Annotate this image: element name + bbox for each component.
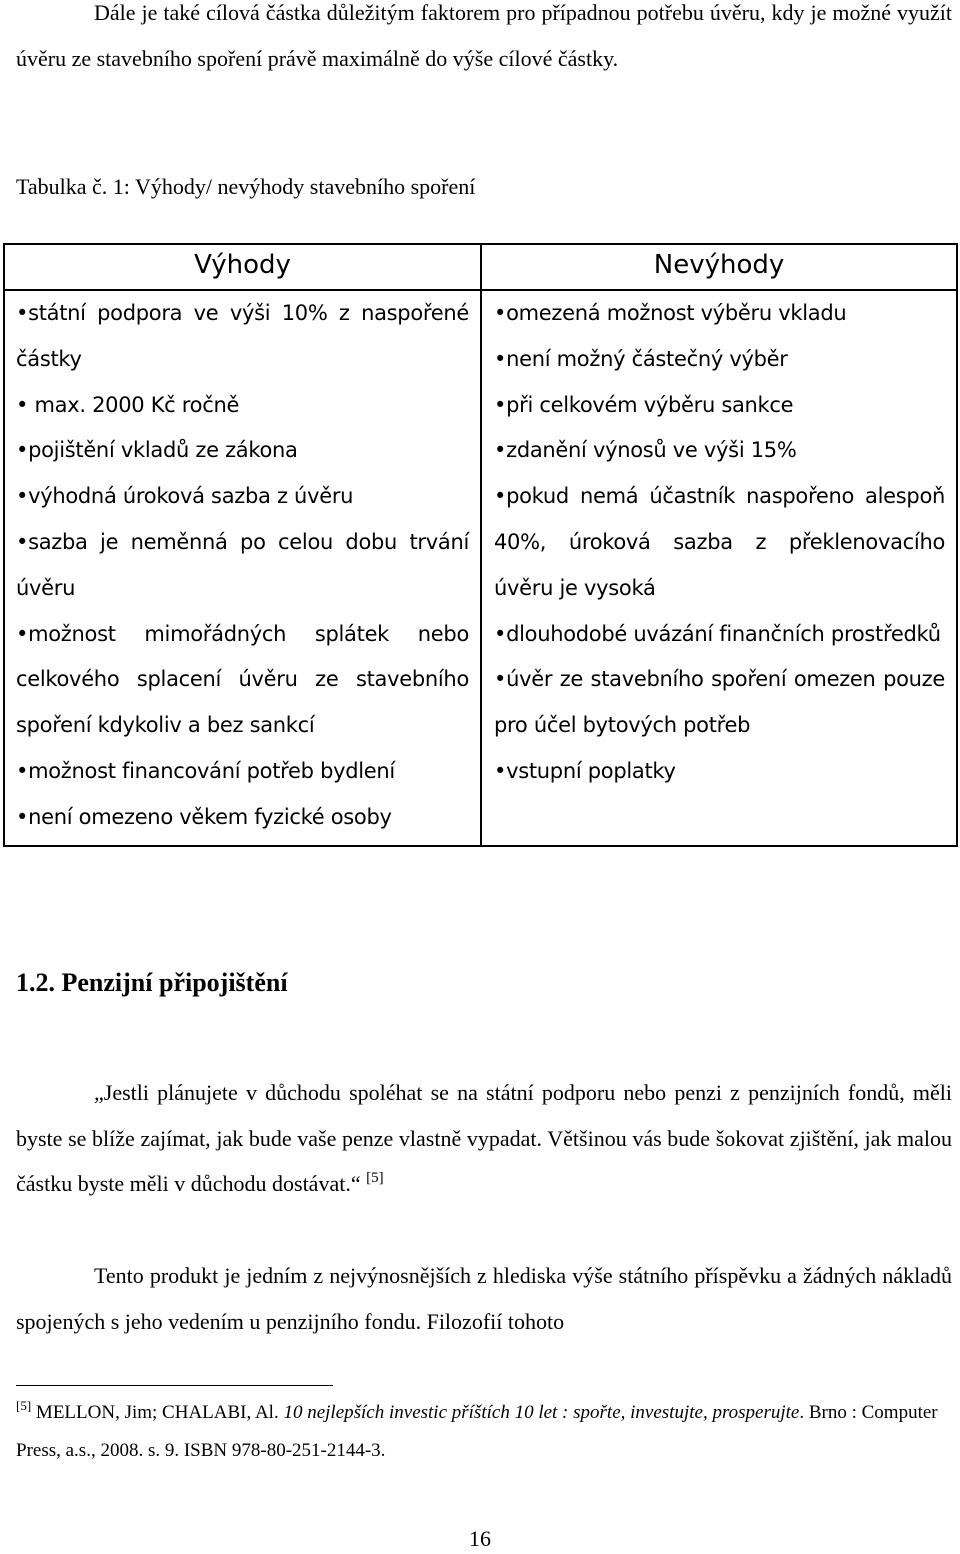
- footnote-authors: MELLON, Jim; CHALABI, Al.: [31, 1402, 284, 1423]
- paragraph-product: Tento produkt je jedním z nejvýnosnějších z hlediska výše státního příspěvku a žádných nákladů spojených s jeho vedením u penzijního fondu. Filozofií tohoto: [16, 1263, 952, 1334]
- disadvantage-item: •vstupní poplatky: [494, 758, 676, 783]
- disadvantage-item: •při celkovém výběru sankce: [494, 392, 794, 417]
- footnote-publisher: . Brno : Computer Press, a.s., 2008. s. 9. ISBN 978-80-251-2144-3.: [16, 1402, 938, 1461]
- advantage-item: •není omezeno věkem fyzické osoby: [16, 804, 392, 829]
- disadvantage-item: •dlouhodobé uvázání finančních prostředků: [494, 621, 941, 646]
- table-caption: Tabulka č. 1: Výhody/ nevýhody stavebního spoření: [16, 174, 476, 199]
- citation-ref: [5]: [366, 1170, 384, 1186]
- advantages-cell: [4, 290, 481, 846]
- quote-paragraph: [16, 1070, 952, 1207]
- disadvantage-item: •úvěr ze stavebního spoření omezen pouze pro účel bytových potřeb: [494, 667, 945, 738]
- table-header-row: [4, 244, 957, 290]
- paragraph-target-amount: Dále je také cílová částka důležitým faktorem pro případnou potřebu úvěru, kdy je možné využít úvěru ze stavebního spoření právě maximálně do výše cílové částky.: [16, 0, 952, 71]
- disadvantage-item: •není možný částečný výběr: [494, 346, 788, 371]
- disadvantages-header: Nevýhody: [481, 244, 957, 290]
- table-body-row: [4, 290, 957, 846]
- advantage-item: •sazba je neměnná po celou dobu trvání úvěru: [16, 529, 469, 600]
- page-number: 16: [469, 1526, 491, 1551]
- advantages-header: Výhody: [4, 244, 481, 290]
- quote-text: „Jestli plánujete v důchodu spoléhat se na státní podporu nebo penzi z penzijních fondů, měli byste se blíže zajímat, jak bude vaše penze vlastně vypadat. Většinou vás bude šokovat zjištění, jak malou částku byste měli v důchodu dostávat.“: [16, 1080, 952, 1196]
- advantage-item: •pojištění vkladů ze zákona: [16, 438, 298, 463]
- advantages-disadvantages-table: [3, 243, 958, 847]
- footnote-divider: [16, 1385, 333, 1386]
- footnote: [16, 1394, 952, 1470]
- advantage-item: •státní podpora ve výši 10% z naspořené částky: [16, 301, 469, 371]
- footnote-title: 10 nejlepších investic příštích 10 let : spořte, investujte, prosperujte: [283, 1402, 800, 1423]
- advantage-item: •výhodná úroková sazba z úvěru: [16, 484, 354, 509]
- disadvantage-item: •zdanění výnosů ve výši 15%: [494, 438, 797, 463]
- disadvantage-item: •omezená možnost výběru vkladu: [494, 301, 847, 325]
- advantage-item: •možnost mimořádných splátek nebo celkového splacení úvěru ze stavebního spoření kdykoliv a bez sankcí: [16, 621, 469, 738]
- disadvantages-cell: [481, 290, 957, 846]
- advantage-item: • max. 2000 Kč ročně: [16, 392, 240, 417]
- footnote-marker: [5]: [16, 1398, 32, 1413]
- section-heading: 1.2. Penzijní připojištění: [16, 968, 288, 997]
- disadvantage-item: •pokud nemá účastník naspořeno alespoň 40%, úroková sazba z překlenovacího úvěru je vysoká: [494, 484, 945, 600]
- advantage-item: •možnost financování potřeb bydlení: [16, 758, 395, 783]
